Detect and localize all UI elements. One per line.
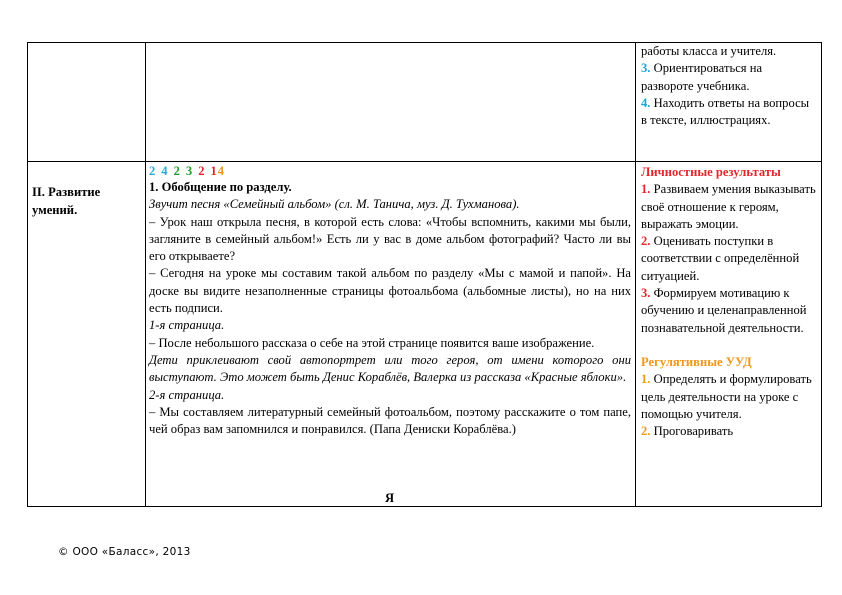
lesson-content-cell [149, 164, 631, 438]
personal-item: 3. Формируем мотивацию к обучению и целенаправленной познавательной деятельности. [641, 286, 807, 335]
task-number: 2 [173, 164, 181, 178]
regulative-heading: Регулятивные УУД [641, 354, 752, 369]
page-2-heading: 2-я страница. [149, 387, 225, 402]
task-number-strip [149, 164, 631, 179]
row1-line-0: работы класса и учителя. [641, 44, 777, 58]
task-number: 1 [210, 164, 218, 178]
row1-line-1: 3. Ориентироваться на развороте учебника. [641, 61, 763, 93]
bottom-letter: Я [385, 491, 395, 505]
section-title: 1. Обобщение по разделу. [149, 180, 292, 194]
row-divider [27, 161, 822, 162]
task-number: 4 [217, 164, 226, 178]
table-left-border [27, 42, 28, 507]
task-number: 4 [161, 164, 169, 178]
row1-results-cell [641, 43, 817, 129]
paragraph-4: Дети приклеивают свой автопортрет или того героя, от имени которого они выступают. Это может быть Денис Кораблёв, Валерка из рассказа «Красные яблоки». [149, 352, 631, 385]
regulative-item: 2. Проговаривать [641, 424, 734, 439]
personal-item: 1. Развиваем умения выказывать своё отношение к героям, выражать эмоции. [641, 182, 816, 231]
regulative-item: 1. Определять и формулировать цель деятельности на уроке с помощью учителя. [641, 372, 812, 421]
task-number: 2 [198, 164, 206, 178]
spacer [641, 337, 819, 354]
page-1-heading: 1-я страница. [149, 318, 225, 333]
lesson-table [27, 42, 822, 507]
copyright-footer: © ООО «Баласс», 2013 [58, 546, 191, 558]
table-bottom-border [27, 506, 822, 507]
paragraph-5: – Мы составляем литературный семейный фотоальбом, поэтому расскажите о том папе, чей образ вам запомнился и понравился. (Папа Дениски Кораблёва.) [149, 404, 631, 437]
song-note: Звучит песня «Семейный альбом» (сл. М. Танича, муз. Д. Тухманова). [149, 197, 520, 212]
paragraph-2: – Сегодня на уроке мы составим такой альбом по разделу «Мы с мамой и папой». На доске вы видите незаполненные страницы фотоальбома (альбомные листы), но на них есть подписи. [149, 266, 631, 316]
paragraph-1: – Урок наш открыла песня, в которой есть слова: «Чтобы вспомнить, какими мы были, загляните в семейный альбом!» Есть ли у вас в доме альбом фотографий? Часто ли вы его открываете? [149, 214, 631, 264]
paragraph-3: – После небольшого рассказа о себе на этой странице появится ваше изображение. [149, 335, 595, 350]
results-cell [641, 164, 819, 440]
section-label: II. Развитие умений. [32, 185, 101, 217]
task-number: 2 [149, 164, 157, 178]
personal-item: 2. Оценивать поступки в соответствии с определённой ситуацией. [641, 234, 800, 283]
table-right-border [821, 42, 822, 507]
column-divider-1 [145, 42, 146, 507]
task-number: 3 [185, 164, 194, 178]
personal-results-heading: Личностные результаты [641, 165, 781, 179]
column-divider-2 [635, 42, 636, 507]
row1-line-2: 4. Находить ответы на вопросы в тексте, иллюстрациях. [641, 95, 810, 128]
